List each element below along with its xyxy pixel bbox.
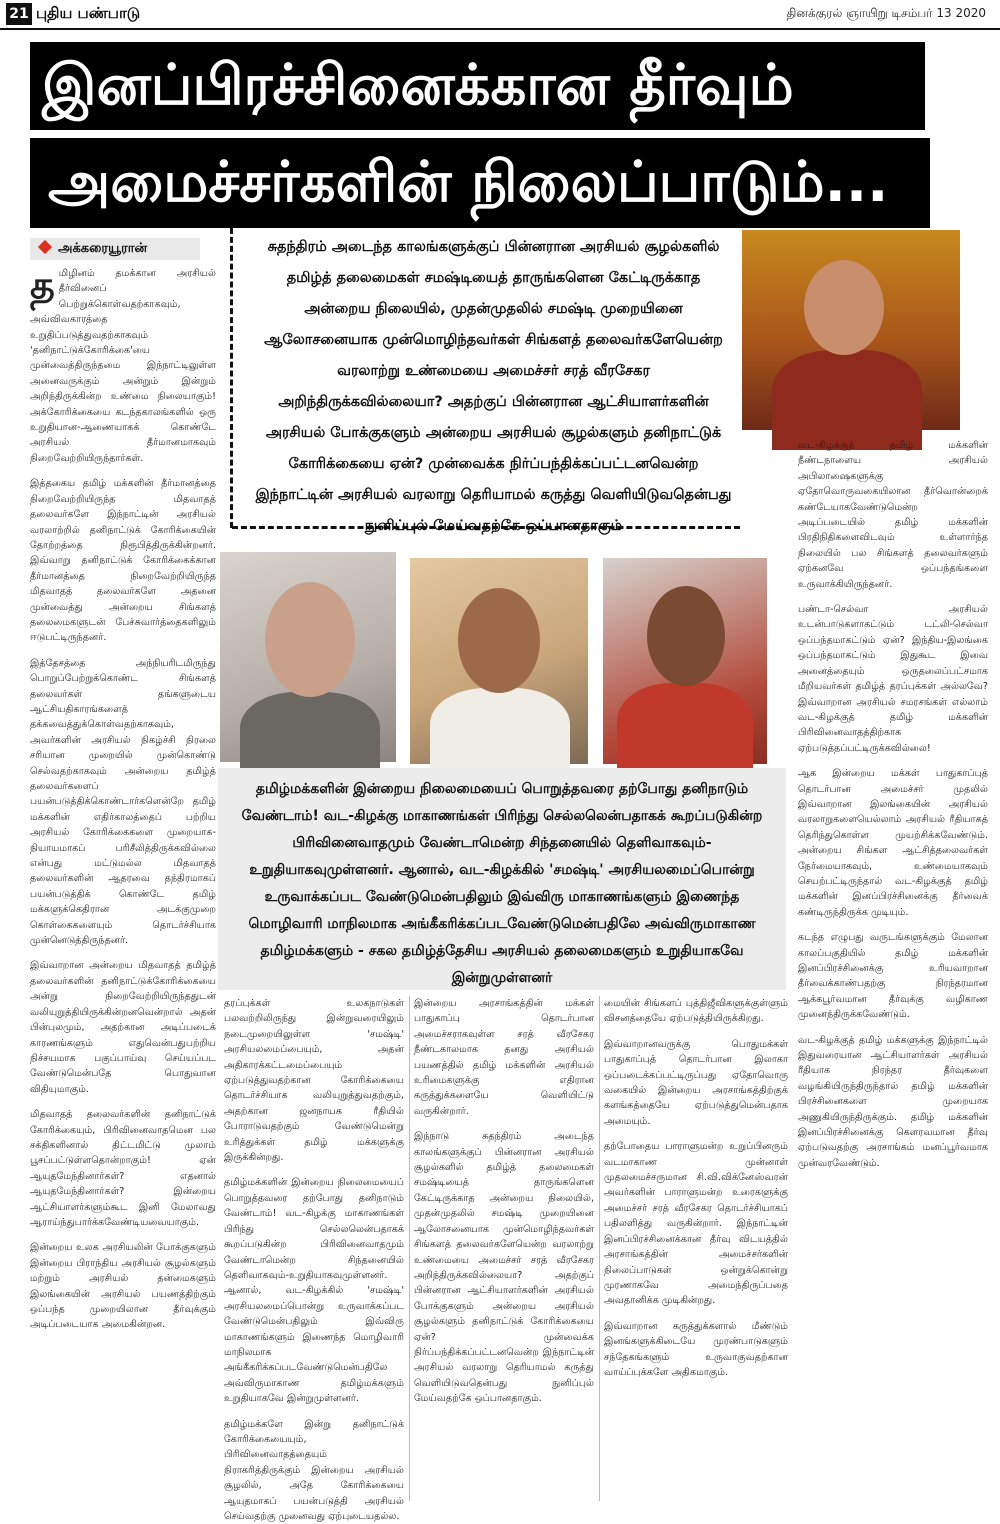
photo-minister bbox=[742, 230, 960, 430]
paragraph: கடந்த எழுபது வருடங்களுக்கும் மேலான காலப்பகுதியில் தமிழ் மக்களின் இனப்பிரச்சினைக்கு உரியவாறான தீர்வைக்காண்பதற்கு நிரந்தரமான ஆக்கபூர்வமான தீர்வுக்கு வழிகாண முனைந்திருக்கவேண்டும். bbox=[798, 932, 988, 1021]
photo-politician-1 bbox=[220, 552, 396, 762]
pullquote-mid bbox=[218, 768, 786, 990]
paragraph: வட-கிழக்குத் தமிழ் மக்களுக்கு இந்நாட்டில் இதுவரையான ஆட்சியாளர்கள் அரசியல் ரீதியாக நிரந்தர தீர்வுகளை வழங்கியிருந்திருந்தால் தமிழ் மக்களின் பிரச்சினைகளை முறையாக அணுகியிருந்திருக்கும். தமிழ் மக்களின் இனப்பிரச்சினைக்கு கௌரவமான தீர்வு ஏற்படுவதற்கு அரசாங்கம் மனப்பூர்வமாக முன்வரவேண்டும். bbox=[798, 1034, 988, 1169]
paragraph: தரப்புக்கள் உலகநாடுகள் பலவற்றிலிருந்து இன்றுவரையிலும் நடைமுறையிலுள்ள 'சமஷ்டி' அரசியலமைப்பையும், அதன் அதிகாரக்கட்டமைப்பையும் ஏற்படுத்துவதற்கான கோரிக்கையை தொடர்ச்சியாக வலியுறுத்துவதற்கும், அதற்கான ஜனநாயக ரீதியில் போராடுவதற்கும் வேண்டுமென்று உரித்துக்கள் தமிழ் மக்களுக்கு இருக்கின்றது. bbox=[224, 998, 404, 1164]
paragraph: தமிழ்மக்களின் இன்றைய நிலைமையைப் பொறுத்தவரை தற்போது தனிநாடும் வேண்டாம்! வட-கிழக்கு மாகாணங்கள் பிரிந்து செல்லலென்பதாகக் கூறப்படுகின்ற பிரிவினைவாதமும் வேண்டாமென்ற சிந்தனையில் தெளிவாகவும்-உறுதியாகவுமுள்ளனர். ஆனால், வட-கிழக்கில் 'சமஷ்டி' அரசியலமைப்பொன்று உருவாக்கப்பட வேண்டுமென்பதிலும் இவ்விரு மாகாணங்களும் இணைந்த மொழிவாரி மாநிலமாக அங்கீகரிக்கப்படவேண்டுமென்பதிலே அவ்விருமாகாண தமிழ்மக்களும் உறுதியாகவே இன்றுமுள்ளனர். bbox=[224, 1177, 404, 1405]
paragraph: மையின் சிங்களப் புத்திஜீவிகளுக்குள்ளும் விசனத்தையே ஏற்படுத்தியிருக்கிறது. bbox=[604, 998, 788, 1025]
paragraph: மிதவாதத் தலைவர்களின் தனிநாட்டுக் கோரிக்கையும், பிரிவினைவாதமென பல சக்திகளினால் திட்டமிட்டு முலாம் பூசப்பட்டுள்ளதொன்றாகும்! ஏன் ஆயுதமேந்தினார்கள்? எதனால் ஆயுதமேந்தினார்கள்? இன்றைய ஆட்சியாளர்களும்கூட இனி மேலாவது ஆராய்ந்துபார்க்கவேண்டியவையாகும். bbox=[30, 1109, 216, 1228]
paragraph: ஆக இன்றைய மக்கள் பாதுகாப்புத் தொடர்பான அமைச்சர் முதலில் இவ்வாறான இலங்கையின் அரசியல் வரலாறுகளையெல்லாம் அரசியல் ரீதியாகத் தெரிந்துகொள்ள முயற்சிக்கவேண்டும். அன்றைய சிங்கள ஆட்சித்தலைவர்கள் நேர்மையாகவும், உண்மையாகவும் செயற்பட்டிருந்தால் வட-கிழக்குத் தமிழ் மக்களின் இனப்பிரச்சினைக்கு தீர்வைக் கண்டிருந்திருக்க முடியும். bbox=[798, 768, 988, 918]
paragraph: இவ்வாறான அன்றைய மிதவாதத் தமிழ்த் தலைவர்களின் தனிநாட்டுக்கோரிக்கையை அன்று நிறைவேற்றியிருந்ததுடன் வலியுறுத்தியிருக்கின்றனவென்றால் அதன் பின்புலமும், அதற்கான அடிப்படைக் காரணங்களும் எதுவென்பதுபற்றிய நிச்சயமாக பகுப்பாய்வு செய்யப்பட வேண்டுமென்பதே பொதுவான விதியுமாகும். bbox=[30, 960, 216, 1095]
photo-face-shape bbox=[265, 582, 355, 697]
paragraph: இவ்வாறான கருத்துக்களால் மீண்டும் இனங்களுக்கிடையே முரண்பாடுகளும் சந்தேகங்களும் உருவாகுவதற்கான வாய்ப்புக்களே அதிகமாகும். bbox=[604, 1320, 788, 1378]
paragraph: வட-கிழக்குத் தமிழ் மக்களின் நீண்டநாளைய அரசியல் அபிலாஷைகளுக்கு ஏதோவொருவகையிலான தீர்வொன்றைக் கண்டேயாகவேண்டுமென்ற அடிப்படையில் தமிழ் மக்களின் பிரதிநிதிகளைவிடவும் உள்ளார்ந்த நிலையில் பல சிங்களத் தலைவர்களும் ஏற்கனவே ஒப்பந்தங்களை உருவாக்கியிருந்தனர். bbox=[798, 440, 988, 590]
paragraph: இந்நாடு சுதந்திரம் அடைந்த காலங்களுக்குப் பின்னரான அரசியல் சூழல்களில் தமிழ்த் தலைமைகள் சமஷ்டியைத் தாருங்களென கேட்டிருக்காத அன்றைய நிலையில், முதன்முதலில் சமஷ்டி முறையினை ஆலோசனையாக முன்மொழிந்தவர்கள் சிங்களத் தலைவர்களேயென்ற வரலாற்று உண்மையை அமைச்சர் சரத் வீரசேகர அறிந்திருக்கவில்லையா? அதற்குப் பின்னரான ஆட்சியாளர்களின் அரசியல் போக்குகளும் அன்றைய அரசியல் சூழல்களும் தனிநாட்டுக் கோரிக்கையை ஏன்? முன்வைக்க நிர்ப்பந்திக்கப்பட்டனவென்ற இந்நாட்டின் அரசியல் வரலாறு தெரியாமல் கருத்து வெளியிடுவதென்பது நுனிப்புல் மேய்வதற்கே ஒப்பானதாகும். bbox=[414, 1131, 594, 1405]
article-column-1 bbox=[30, 263, 216, 1501]
author-name: அக்கரையூரான் bbox=[58, 241, 148, 256]
photo-figure-shape bbox=[617, 683, 753, 778]
paragraph: பண்டா-செல்வா அரசியல் உடன்பாடுகளாகட்டும் டட்லி-செல்வா ஒப்பந்தமாகட்டும் ஏன்? இந்திய-இலங்கை ஒப்பந்தமாகட்டும் இதுகூட இவை அனைத்தையும் ஒருதலைப்பட்சமாக மீறியவர்கள் தமிழ்த் தரப்புக்கள் அல்லவே? இவ்வாறான அரசியல் சமரசங்கள் எல்லாம் வட-கிழக்குத் தமிழ் மக்களின் பிரிவினைவாதத்திற்காக ஏற்படுத்தப்பட்டிருக்கவில்லை! bbox=[798, 604, 988, 754]
header-rule bbox=[0, 28, 1000, 30]
paragraph: தமிழ்மக்களே இன்று தனிநாட்டுக் கோரிக்கையையும், பிரிவினைவாதத்தையும் நிராகரித்திருக்கும் இன்றைய அரசியல் சூழலில், அதே கோரிக்கையை ஆயுதமாகப் பயன்படுத்தி அரசியல் செய்வதற்கு முனைவது ஏற்புடையதல்ல. bbox=[224, 1418, 404, 1522]
paragraph: இத்தேசத்தை அந்நியரிடமிருந்து பொறுப்பேற்றுக்கொண்ட சிங்களத் தலைவர்கள் தங்களுடைய ஆட்சியதிகாரங்களைத் தக்கவைத்துக்கொள்வதற்காகவும், அவர்களின் அரசியல் நிகழ்ச்சி நிரலை சரியான முறையில் முன்கொண்டு செல்வதற்காகவும் அன்றைய தமிழ்த் தலைவர்களைப் பயன்படுத்திக்கொண்டார்களென்றே தமிழ் மக்களின் எதிர்காலத்தைப் பற்றிய அரசியல் கோரிக்கைகளை முறையாக-நியாயமாகப் பரிசீலித்திருக்கவில்லை என்பது மட்டுமல்ல மிதவாதத் தலைவர்களின் ஆதரவை தந்திரமாகப் பயன்படுத்திக் கொண்டே தமிழ் மக்களுக்கெதிரான அடக்குமுறை கொள்கைகளையும் தொடர்ச்சியாக முன்னெடுத்திருந்தனர். bbox=[30, 657, 216, 947]
page-number: 21 bbox=[6, 3, 32, 25]
headline-line-2: அமைச்சர்களின் நிலைப்பாடும்... bbox=[30, 138, 930, 228]
dateline: தினக்குரல் ஞாயிறு டிசம்பர் 13 2020 bbox=[786, 6, 986, 20]
pullquote-top-text: சுதந்திரம் அடைந்த காலங்களுக்குப் பின்னரான அரசியல் சூழல்களில் தமிழ்த் தலைமைகள் சமஷ்டியைத் தாருங்களென கேட்டிருக்காத அன்றைய நிலையில், முதன்முதலில் சமஷ்டி முறையினை ஆலோசனையாக முன்மொழிந்தவர்கள் சிங்களத் தலைவர்களேயென்ற வரலாற்று உண்மையை அமைச்சர் சரத் வீரசேகர அறிந்திருக்கவில்லையா? அதற்குப் பின்னரான ஆட்சியாளர்களின் அரசியல் போக்குகளும் அன்றைய அரசியல் சூழல்களும் தனிநாட்டுக் கோரிக்கையை ஏன்? முன்வைக்க நிர்ப்பந்திக்கப்பட்டனவென்ற இந்நாட்டின் அரசியல் வரலாறு தெரியாமல் கருத்து வெளியிடுவதென்பது நுனிப்புல் மேய்வதற்கே ஒப்பானதாகும் bbox=[255, 239, 732, 534]
paragraph: தற்போதைய பாராளுமன்ற உறுப்பினரும் வடமாகாண முன்னாள் முதலமைச்சருமான சி.வி.விக்னேஸ்வரன் அவர்களின் பாராளுமன்ற உரைகளுக்கு அமைச்சர் சரத் வீரசேகர தொடர்ச்சியாகப் பதிலளித்து வருகின்றார். இந்நாட்டின் இனப்பிரச்சினைக்கான தீர்வு விடயத்தில் அரசாங்கத்தின் அமைச்சர்களின் நிலைப்பாடுகள் ஒன்றுக்கொன்று முரணாகவே அமைந்திருப்பதை அவதானிக்க முடிகின்றது. bbox=[604, 1141, 788, 1307]
photo-figure-shape bbox=[772, 350, 922, 450]
article-column-3 bbox=[414, 996, 594, 1501]
diamond-bullet-icon bbox=[38, 240, 52, 254]
paragraph: இன்றைய அரசாங்கத்தின் மக்கள் பாதுகாப்பு தொடர்பான அமைச்சராகவுள்ள சரத் வீரசேகர நீண்டகாலமாக தனது அரசியல் பயணத்தில் தமிழ் மக்களின் அரசியல் உரிமைகளுக்கு எதிரான கருத்துக்களையே வெளியிட்டு வருகின்றார். bbox=[414, 998, 594, 1117]
photo-politician-2 bbox=[410, 558, 588, 764]
column-divider bbox=[409, 996, 410, 1501]
photo-face-shape bbox=[804, 260, 884, 355]
article-column-5 bbox=[798, 438, 988, 1501]
pullquote-top bbox=[230, 228, 742, 534]
photo-face-shape bbox=[458, 588, 540, 693]
pullquote-top-rule bbox=[232, 526, 740, 529]
section-name: புதிய பண்பாடு bbox=[36, 4, 141, 22]
paragraph: தமிழினம் தமக்கான அரசியல் தீர்வினைப் பெற்றுக்கொள்வதற்காகவும், அவ்விவகாரத்தை உறுதிப்படுத்துவதற்காகவும் 'தனிநாட்டுக்கோரிக்கை'யை முன்வைத்திருந்தமை இந்நாட்டிலுள்ள அனைவருக்கும் அன்றும் இன்றும் அறிந்திருக்கின்ற உண்மை நிலையாகும்! அக்கோரிக்கையை கடந்தகாலங்களில் ஒரு உறுதியான-ஆணையாகக் கொண்டே அரசியல் தீர்மானமாகவும் நிறைவேற்றியிருந்தார்கள். bbox=[30, 263, 216, 464]
page-header bbox=[0, 0, 1000, 30]
pullquote-mid-text: தமிழ்மக்களின் இன்றைய நிலைமையைப் பொறுத்தவரை தற்போது தனிநாடும் வேண்டாம்! வட-கிழக்கு மாகாணங்கள் பிரிந்து செல்லலென்பதாகக் கூறப்படுகின்ற பிரிவினைவாதமும் வேண்டாமென்ற சிந்தனையில் தெளிவாகவும்-உறுதியாகவுமுள்ளனர். ஆனால், வட-கிழக்கில் 'சமஷ்டி' அரசியலமைப்பொன்று உருவாக்கப்பட வேண்டுமென்பதிலும் இவ்விரு மாகாணங்களும் இணைந்த மொழிவாரி மாநிலமாக அங்கீகரிக்கப்படவேண்டுமென்பதிலே அவ்விருமாகாண தமிழ்மக்களும் - சகல தமிழ்த்தேசிய அரசியல் தலைமைகளும் உறுதியாகவே இன்றுமுள்ளனர் bbox=[241, 781, 763, 986]
photo-face-shape bbox=[647, 586, 725, 686]
headline-line-1: இனப்பிரச்சினைக்கான தீர்வும் bbox=[30, 42, 925, 130]
article-column-4 bbox=[604, 996, 788, 1501]
article-column-2 bbox=[224, 996, 404, 1522]
paragraph: இன்றைய உலக அரசியலின் போக்குகளும் இன்றைய பிராந்திய அரசியல் சூழல்களும் மற்றும் அரசியல் தன்மைகளும் இலங்கையின் அரசியல் பயணத்திற்கும் ஒப்பந்த முறையிலான தீர்வுக்கும் அடிப்படையாக அமைகின்றன. bbox=[30, 1242, 216, 1331]
drop-cap: த bbox=[30, 263, 55, 307]
paragraph: இத்தகைய தமிழ் மக்களின் தீர்மானத்தை நிறைவேற்றியிருந்த மிதவாதத் தலைவர்களே இந்நாட்டின் அரசியல் வரலாற்றில் தனிநாட்டுக் கோரிக்கையின் தோற்றத்தை நிரூபித்திருக்கின்றனர். இவ்வாறு தனிநாட்டுக் கோரிக்கைக்கான தீர்மானத்தை நிறைவேற்றியிருந்த மிதவாதத் தலைவர்களே அதனை முன்வைத்து அன்றைய சிங்களத் தலைமைகளுடன் பேச்சுவார்த்தைகளிலும் ஈடுபட்டிருந்தனர். bbox=[30, 478, 216, 644]
byline bbox=[30, 238, 200, 260]
column-divider bbox=[599, 996, 600, 1501]
photo-politician-3 bbox=[603, 558, 767, 764]
photo-figure-shape bbox=[430, 688, 570, 778]
paragraph: இவ்வாறானவருக்கு பொதுமக்கள் பாதுகாப்புத் தொடர்பான இலாகா ஒப்படைக்கப்பட்டிருப்பது ஏதோவொரு வகையில் இன்றைய அரசாங்கத்திற்குக் களங்கத்தையே ஏற்படுத்துமென்பதாக அமையும். bbox=[604, 1038, 788, 1127]
